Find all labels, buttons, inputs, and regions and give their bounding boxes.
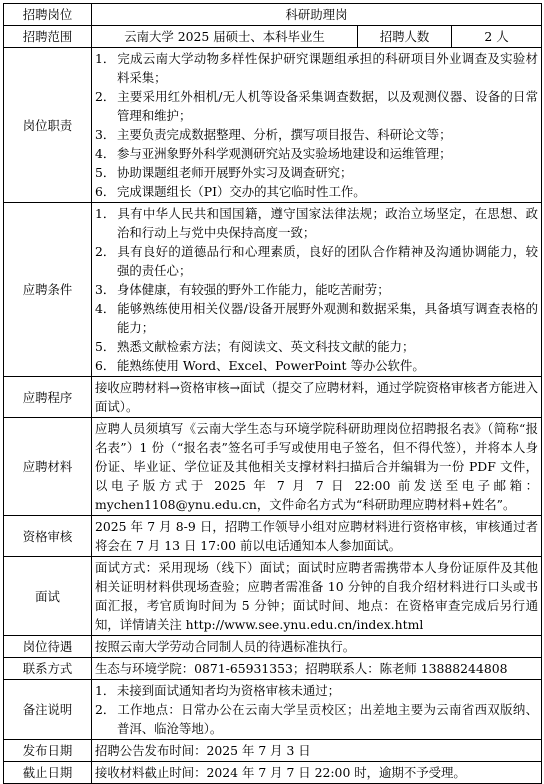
row-treatment [4,636,542,658]
contact-value: 生态与环境学院：0871-65931353；招聘联系人：陈老师 13888244808 [92,658,542,680]
requirements-list [95,204,538,375]
treatment-value: 按照云南大学劳动合同制人员的待遇标准执行。 [92,636,542,658]
list-item: 2． 主要采用红外相机/无人机等设备采集调查数据，以及观测仪器、设备的日常管理和维护； [95,89,538,123]
scope-label: 招聘范围 [4,26,92,48]
deadline-value: 接收材料截止时间：2024 年 7 月 7 日 22:00 时，逾期不予受理。 [92,762,542,784]
row-scope [4,26,542,48]
qualification-label: 资格审核 [4,516,92,557]
requirements-label: 应聘条件 [4,203,92,377]
list-item: 1． 未接到面试通知者均为资格审核未通过； [95,683,341,698]
list-item: 6． 能熟练使用 Word、Excel、PowerPoint 等办公软件。 [95,358,425,373]
treatment-label: 岗位待遇 [4,636,92,658]
notes-label: 备注说明 [4,680,92,740]
row-duties [4,48,542,203]
duties-cell [92,48,542,203]
list-item: 5． 熟悉文献检索方法；有阅读文、英文科技文献的能力； [95,339,415,354]
list-item: 5． 协助课题组老师开展野外实习及调查研究； [95,165,353,180]
list-item: 2． 具有良好的道德品行和心理素质，良好的团队合作精神及沟通协调能力，较强的责任心； [95,244,538,278]
list-item: 4． 参与亚洲象野外科学观测研究站及实验场地建设和运维管理； [95,146,452,161]
list-item: 3． 身体健康，有较强的野外工作能力，能吃苦耐劳； [95,282,390,297]
row-requirements [4,203,542,377]
list-item: 3． 主要负责完成数据整理、分析，撰写项目报告、科研论文等； [95,127,452,142]
position-value: 科研助理岗 [92,4,542,26]
notes-cell [92,680,542,740]
contact-label: 联系方式 [4,658,92,680]
qualification-value: 2025 年 7 月 8-9 日，招聘工作领导小组对应聘材料进行资格审核，审核通过者将会在 7 月 13 日 17:00 前以电话通知本人参加面试。 [92,516,542,557]
duties-label: 岗位职责 [4,48,92,203]
row-position [4,4,542,26]
row-deadline [4,762,542,784]
publish-value: 招聘公告发布时间：2025 年 7 月 3 日 [92,740,542,762]
position-label: 招聘岗位 [4,4,92,26]
recruitment-table [3,3,542,784]
procedure-label: 应聘程序 [4,377,92,418]
row-qualification [4,516,542,557]
list-item: 4． 能够熟练使用相关仪器/设备开展野外观测和数据采集，具备填写调查表格的能力； [95,301,538,335]
materials-label: 应聘材料 [4,418,92,516]
publish-label: 发布日期 [4,740,92,762]
row-publish [4,740,542,762]
scope-value: 云南大学 2025 届硕士、本科毕业生 [92,26,358,48]
row-interview [4,557,542,636]
requirements-cell [92,203,542,377]
row-notes [4,680,542,740]
count-value: 2 人 [452,26,542,48]
list-item: 6． 完成课题组长（PI）交办的其它临时性工作。 [95,184,366,199]
count-label: 招聘人数 [358,26,452,48]
row-materials [4,418,542,516]
list-item: 1． 完成云南大学动物多样性保护研究课题组承担的科研项目外业调查及实验材料采集； [95,51,538,85]
list-item: 2． 工作地点：日常办公在云南大学呈贡校区；出差地主要为云南省西双版纳、普洱、临沧等地）。 [95,702,538,736]
duties-list [95,49,538,201]
row-procedure [4,377,542,418]
list-item: 1． 具有中华人民共和国国籍，遵守国家法律法规；政治立场坚定，在思想、政治和行动上与党中央保持高度一致； [95,206,538,240]
interview-label: 面试 [4,557,92,636]
procedure-value: 接收应聘材料→资格审核→面试（提交了应聘材料，通过学院资格审核者方能进入面试）。 [92,377,542,418]
deadline-label: 截止日期 [4,762,92,784]
materials-value: 应聘人员须填写《云南大学生态与环境学院科研助理岗位招聘报名表》（简称“报名表”）1 份（“报名表”签名可手写或使用电子签名，但不得代签），并将本人身份证、毕业证、学位证及其他相关支撑材料扫描后合并编辑为一份 PDF 文件，以电子版方式于 2025 年 7 月 7 日 22:00 前发送至电子邮箱：mychen1108@ynu.edu.cn，文件命名方式为“科研助理应聘材料+姓名”。 [92,418,542,516]
row-contact [4,658,542,680]
interview-value: 面试方式：采用现场（线下）面试；面试时应聘者需携带本人身份证原件及其他相关证明材料供现场查验；应聘者需准备 10 分钟的自我介绍材料进行口头或书面汇报，考官质询时间为 5 分钟；面试时间、地点：在资格审查完成后另行通知，详情请关注 http://www.see.ynu.edu.cn/index.html [92,557,542,636]
notes-list [95,681,538,738]
